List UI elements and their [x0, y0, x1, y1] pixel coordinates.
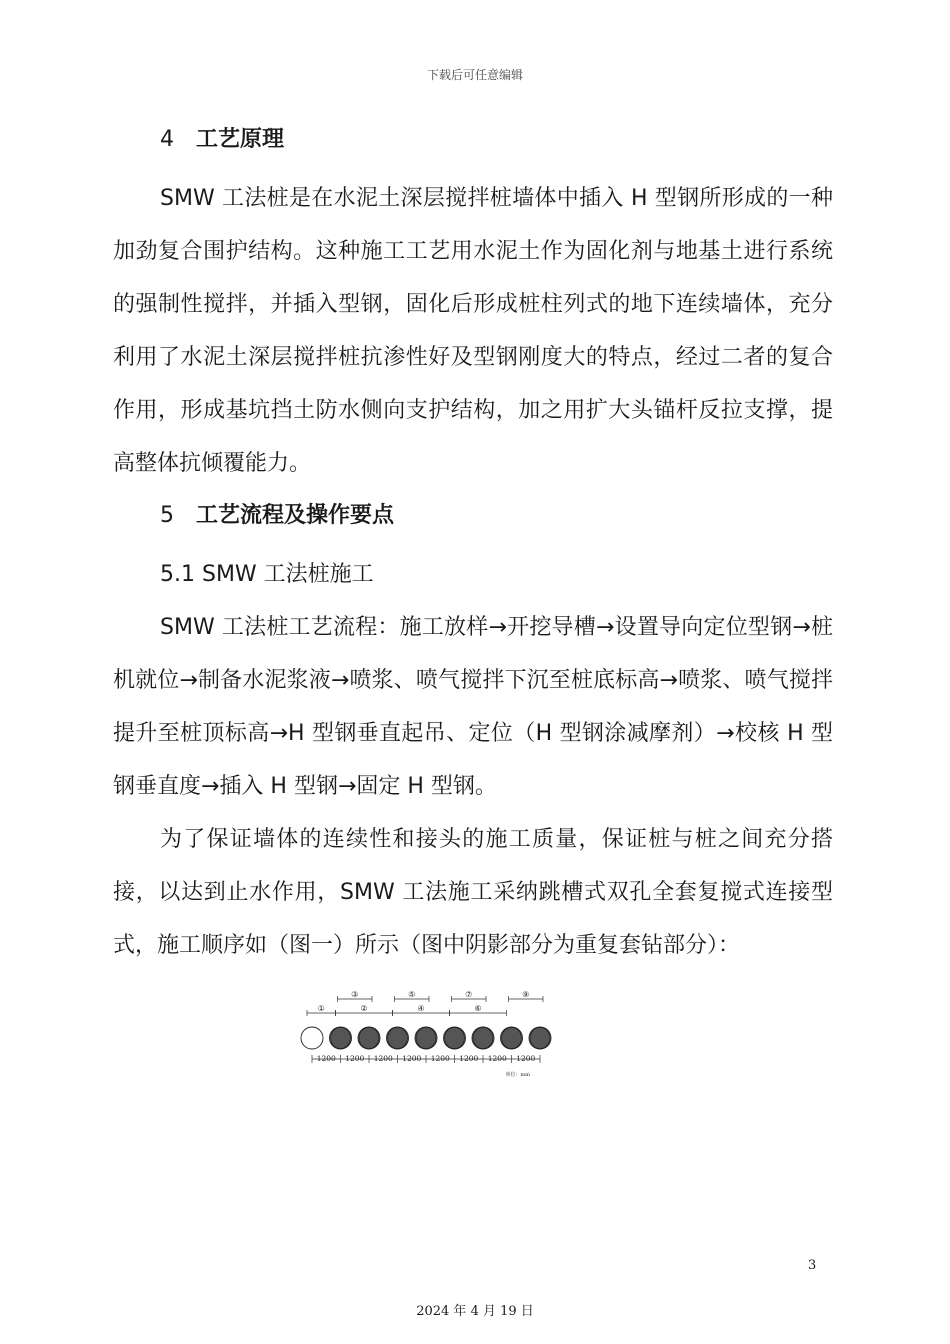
sequence-label-bottom: ⑥ [474, 1004, 482, 1013]
dimension-label: 1200 [316, 1054, 336, 1063]
dimension-label: 1200 [430, 1054, 450, 1063]
construction-sequence-paragraph: 为了保证墙体的连续性和接头的施工质量，保证桩与桩之间充分搭接，以达到止水作用，SMW 工法施工采纳跳槽式双孔全套复搅式连接型式，施工顺序如（图一）所示（图中阴影部分为重复套钻部分）： [113, 827, 833, 958]
dimension-label: 1200 [402, 1054, 422, 1063]
overlap-shaded-circle [445, 1027, 465, 1048]
overlap-shaded-circle [388, 1027, 408, 1048]
section-5-number: 5 [160, 503, 174, 528]
dimension-label: 1200 [373, 1054, 393, 1063]
sequence-label-top: ⑤ [408, 990, 416, 999]
unit-label: 单位：mm [505, 1072, 530, 1078]
overlap-shaded-circle [416, 1027, 436, 1048]
overlap-shaded-circle [502, 1027, 522, 1048]
document-body [113, 118, 833, 972]
overlap-shaded-circle [359, 1027, 379, 1048]
section-5-heading [113, 494, 833, 538]
overlap-shaded-circle [473, 1027, 493, 1048]
page-number: 3 [808, 1258, 817, 1273]
section-4-number: 4 [160, 127, 174, 152]
section-4-heading [113, 118, 833, 162]
section-4-paragraph: SMW 工法桩是在水泥土深层搅拌桩墙体中插入 H 型钢所形成的一种加劲复合围护结构。这种施工工艺用水泥土作为固化剂与地基土进行系统的强制性搅拌，并插入型钢，固化后形成桩柱列式的地下连续墙体，充分利用了水泥土深层搅拌桩抗渗性好及型钢刚度大的特点，经过二者的复合作用，形成基坑挡土防水侧向支护结构，加之用扩大头锚杆反拉支撑，提高整体抗倾覆能力。 [113, 186, 833, 476]
sequence-label-top: ⑦ [465, 990, 473, 999]
overlap-shaded-circle [331, 1027, 351, 1048]
process-flow-paragraph: SMW 工法桩工艺流程：施工放样→开挖导槽→设置导向定位型钢→桩机就位→制备水泥浆液→喷浆、喷气搅拌下沉至桩底标高→喷浆、喷气搅拌提升至桩顶标高→H 型钢垂直起吊、定位（H 型钢涂减摩剂）→校核 H 型钢垂直度→插入 H 型钢→固定 H 型钢。 [113, 615, 833, 799]
sequence-label-bottom: ① [317, 1004, 325, 1013]
dimension-label: 1200 [345, 1054, 365, 1063]
sequence-label-top: ③ [351, 990, 359, 999]
pile-sequence-figure [298, 985, 558, 1080]
page-header: 下载后可任意编辑 [426, 68, 523, 82]
pile-circle [301, 1027, 323, 1049]
sequence-label-bottom: ④ [417, 1004, 425, 1013]
dimension-label: 1200 [516, 1054, 536, 1063]
dimension-label: 1200 [459, 1054, 479, 1063]
section-4-title: 工艺原理 [196, 127, 285, 152]
sequence-label-top: ⑨ [522, 990, 530, 999]
sequence-label-bottom: ② [360, 1004, 368, 1013]
section-5-title: 工艺流程及操作要点 [196, 503, 395, 528]
dimension-label: 1200 [487, 1054, 507, 1063]
overlap-shaded-circle [530, 1027, 550, 1048]
page-footer-date: 2024 年 4 月 19 日 [416, 1304, 534, 1319]
subsection-5-1-title: 5.1 SMW 工法桩施工 [160, 562, 374, 587]
